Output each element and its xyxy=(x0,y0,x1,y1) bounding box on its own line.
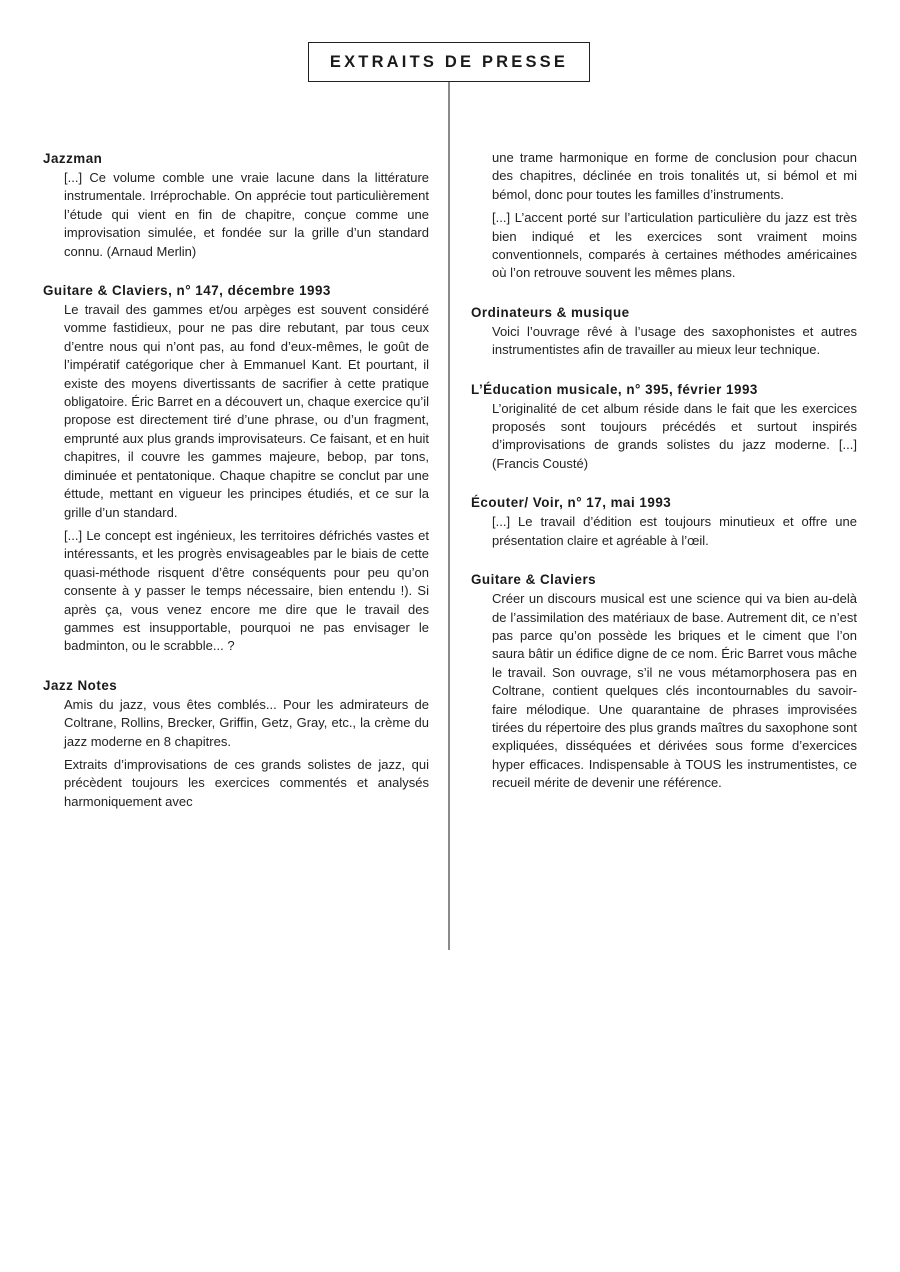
review-source: L’Éducation musicale, n° 395, février 1993 xyxy=(471,381,758,397)
review-text: Voici l’ouvrage rêvé à l’usage des saxophonistes et autres instrumentistes afin de travailler au mieux leur technique. xyxy=(492,323,857,358)
review-jazz-notes xyxy=(43,676,429,811)
review-jazz-notes-continued xyxy=(471,149,857,283)
review-guitare-claviers xyxy=(471,570,857,792)
review-text: L’originalité de cet album réside dans le fait que les exercices proposés sont toujours précédés et surtout inspirés d’improvisations de grands solistes du jazz moderne. [...] (Francis Cousté) xyxy=(492,400,857,471)
review-guitare-claviers-1993 xyxy=(43,281,429,656)
review-source: Jazzman xyxy=(43,151,103,166)
review-ecouter-voir xyxy=(471,493,857,550)
review-source: Ordinateurs & musique xyxy=(471,304,630,320)
review-jazzman xyxy=(43,149,429,261)
review-ordinateurs-musique xyxy=(471,303,857,360)
review-text: [...] Le travail d’édition est toujours minutieux et offre une présentation claire et agréable à l’œil. xyxy=(492,514,857,548)
review-text: Amis du jazz, vous êtes comblés... Pour les admirateurs de Coltrane, Rollins, Brecker, Griffin, Getz, Gray, etc., la crème du jazz moderne en 8 chapitres. xyxy=(64,696,429,749)
review-source: Guitare & Claviers, n° 147, décembre 1993 xyxy=(43,283,331,299)
review-text: une trame harmonique en forme de conclusion pour chacun des chapitres, déclinée en trois tonalités ut, si bémol et mi bémol, donc pour toutes les familles d’instruments. xyxy=(492,150,857,202)
review-text: Le travail des gammes et/ou arpèges est souvent considéré vomme fastidieux, pour ne pas dire rebutant, par tous ceux d’entre nous qui n’ont pas, au fond d’eux-mêmes, le goût de l’impératif catégorique cher à Emmanuel Kant. Et pourtant, il existe des moyens divertissants de sacrifier à cette pratique obligatoire. Éric Barret en a découvert un, chaque exercice qu’il propose est directement tiré d’une phrase, ou d’un fragment, emprunté aux plus grands improvisateurs. Ce faisant, et en huit chapitres, il couvre les gammes majeure, bebop, par tons, diminuée et pentatonique. Chaque chapitre se conclut par une éttude, mettant en vigueur les principes étudiés, et ce sur la grille d’un standard. xyxy=(64,302,429,520)
right-column xyxy=(471,149,857,813)
column-divider xyxy=(448,82,450,950)
page-title: EXTRAITS DE PRESSE xyxy=(308,42,590,82)
review-text: Extraits d’improvisations de ces grands solistes de jazz, qui précèdent toujours les exercices commentés et analysés harmoniquement avec xyxy=(64,756,429,809)
review-source: Jazz Notes xyxy=(43,677,118,693)
review-text: [...] Ce volume comble une vraie lacune dans la littérature instrumentale. Irréprochable. On apprécie tout particulièrement l’étude qui vient en fin de chapitre, conçue comme une improvisation simulée, et fondée sur la grille d’un standard connu. (Arnaud Merlin) xyxy=(64,170,429,259)
review-source: Guitare & Claviers xyxy=(471,572,597,588)
review-text: [...] L’accent porté sur l’articulation particulière du jazz est très bien indiqué et les exercices sont vraiment moins conventionnels, comparés à certaines méthodes américaines où l’on retrouve souvent les mêmes plans. xyxy=(492,210,857,281)
review-source: Écouter/ Voir, n° 17, mai 1993 xyxy=(471,495,672,511)
review-text: [...] Le concept est ingénieux, les territoires défrichés vastes et intéressants, et les progrès envisageables par le biais de cette quasi-méthode risquent d’être conséquents pour peu qu’on consente à y passer le temps nécessaire, bien entendu !). Si après ça, vous venez encore me dire que le travail des gammes est insupportable, pourquoi ne pas envisager le badminton, ou le scrabble... ? xyxy=(64,527,429,654)
review-text: Créer un discours musical est une science qui va bien au-delà de l’assimilation des matériaux de base. Autrement dit, ce n’est pas parce qu’on possède les briques et le ciment que l’on saura bâtir un édifice digne de ce nom. Éric Barret vous mâche le travail. Son ouvrage, s’il ne vous métamorphosera pas en Coltrane, contient quelques clés incontournables du savoir-faire mélodique. Une quarantaine de phrases improvisées tirées du répertoire des plus grands maîtres du saxophone sont expliquées, disséquées et dérivées sous forme d’exercices hyper efficaces. Indispensable à TOUS les instrumentistes, ce recueil mérite de devenir une référence. xyxy=(492,591,857,791)
left-column xyxy=(43,149,429,831)
review-education-musicale xyxy=(471,380,857,474)
